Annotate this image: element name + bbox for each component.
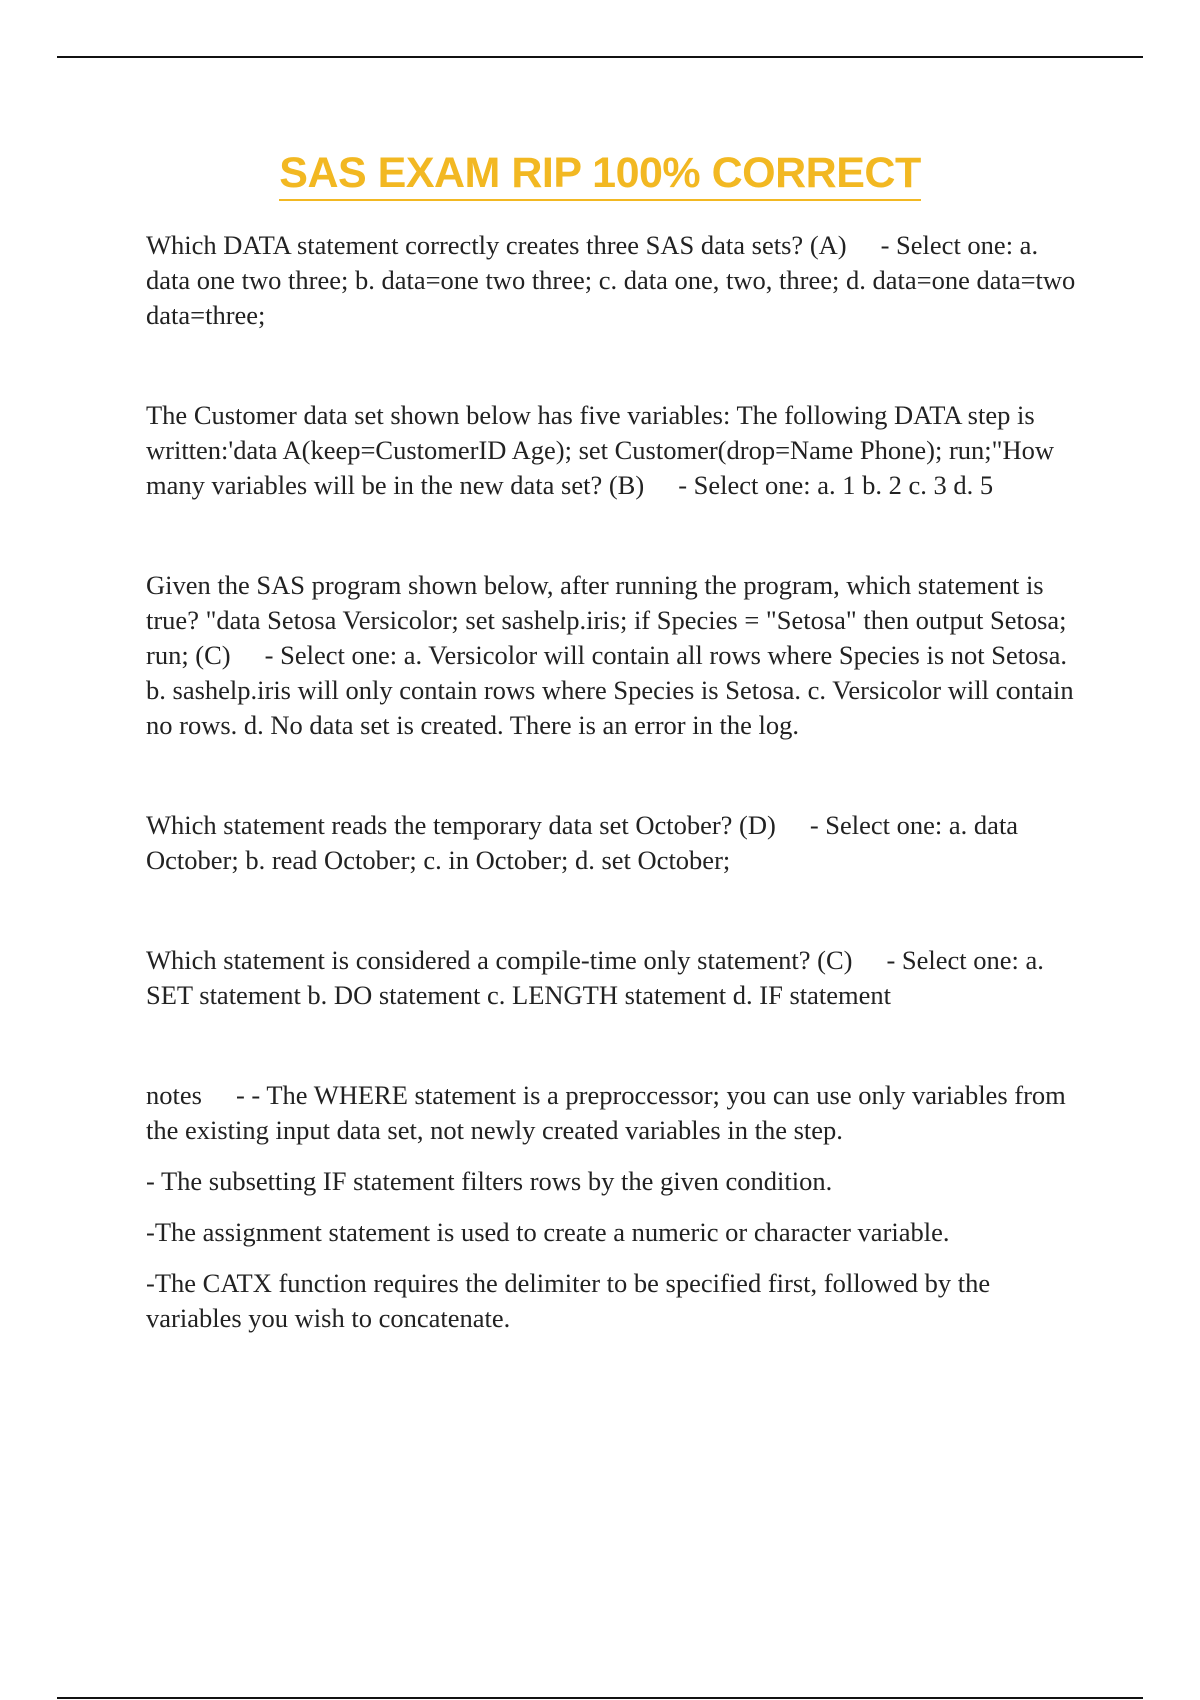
question-text <box>146 398 1086 503</box>
title-text: SAS EXAM RIP 100% CORRECT <box>279 148 920 201</box>
document-body <box>146 228 1086 1352</box>
question-prompt: The Customer data set shown below has five variables: The following DATA step is written:'data A(keep=CustomerID Age); set Customer(drop=Name Phone); run;"How many variables will be in the new data set? (B) <box>146 400 1055 500</box>
question-text <box>146 228 1086 333</box>
notes-first-line <box>146 1078 1086 1148</box>
question-block <box>146 228 1086 333</box>
notes-line: -The CATX function requires the delimiter to be specified first, followed by the variables you wish to concatenate. <box>146 1268 991 1333</box>
question-text <box>146 943 1086 1013</box>
notes-line: -The assignment statement is used to create a numeric or character variable. <box>146 1217 950 1247</box>
question-answer: - Select one: a. data October; b. read October; c. in October; d. set October; <box>146 810 1019 875</box>
question-block <box>146 568 1086 743</box>
question-answer: - Select one: a. data one two three; b. data=one two three; c. data one, two, three; d. data=one data=two data=three; <box>146 230 1076 330</box>
question-text <box>146 568 1086 743</box>
notes-line: - The subsetting IF statement filters rows by the given condition. <box>146 1166 833 1196</box>
top-rule <box>57 56 1143 58</box>
document-title <box>0 148 1200 201</box>
notes-text: - - The WHERE statement is a preproccessor; you can use only variables from the existing input data set, not newly created variables in the step. <box>146 1080 1066 1145</box>
question-text <box>146 808 1086 878</box>
bottom-rule <box>57 1697 1143 1699</box>
question-answer: - Select one: a. 1 b. 2 c. 3 d. 5 <box>678 470 994 500</box>
question-prompt: Which DATA statement correctly creates three SAS data sets? (A) <box>146 230 847 260</box>
notes-label: notes <box>146 1080 202 1110</box>
question-prompt: Which statement reads the temporary data set October? (D) <box>146 810 776 840</box>
question-block <box>146 808 1086 878</box>
question-prompt: Which statement is considered a compile-time only statement? (C) <box>146 945 853 975</box>
question-block <box>146 398 1086 503</box>
question-block <box>146 943 1086 1013</box>
question-answer: - Select one: a. Versicolor will contain all rows where Species is not Setosa. b. sashelp.iris will only contain rows where Species is Setosa. c. Versicolor will contain no rows. d. No data set is created. There is an error in the log. <box>146 640 1074 740</box>
notes-section <box>146 1078 1086 1336</box>
question-answer: - Select one: a. SET statement b. DO statement c. LENGTH statement d. IF statement <box>146 945 1044 1010</box>
question-prompt: Given the SAS program shown below, after running the program, which statement is true? "data Setosa Versicolor; set sashelp.iris; if Species = "Setosa" then output Setosa; run; (C) <box>146 570 1067 670</box>
